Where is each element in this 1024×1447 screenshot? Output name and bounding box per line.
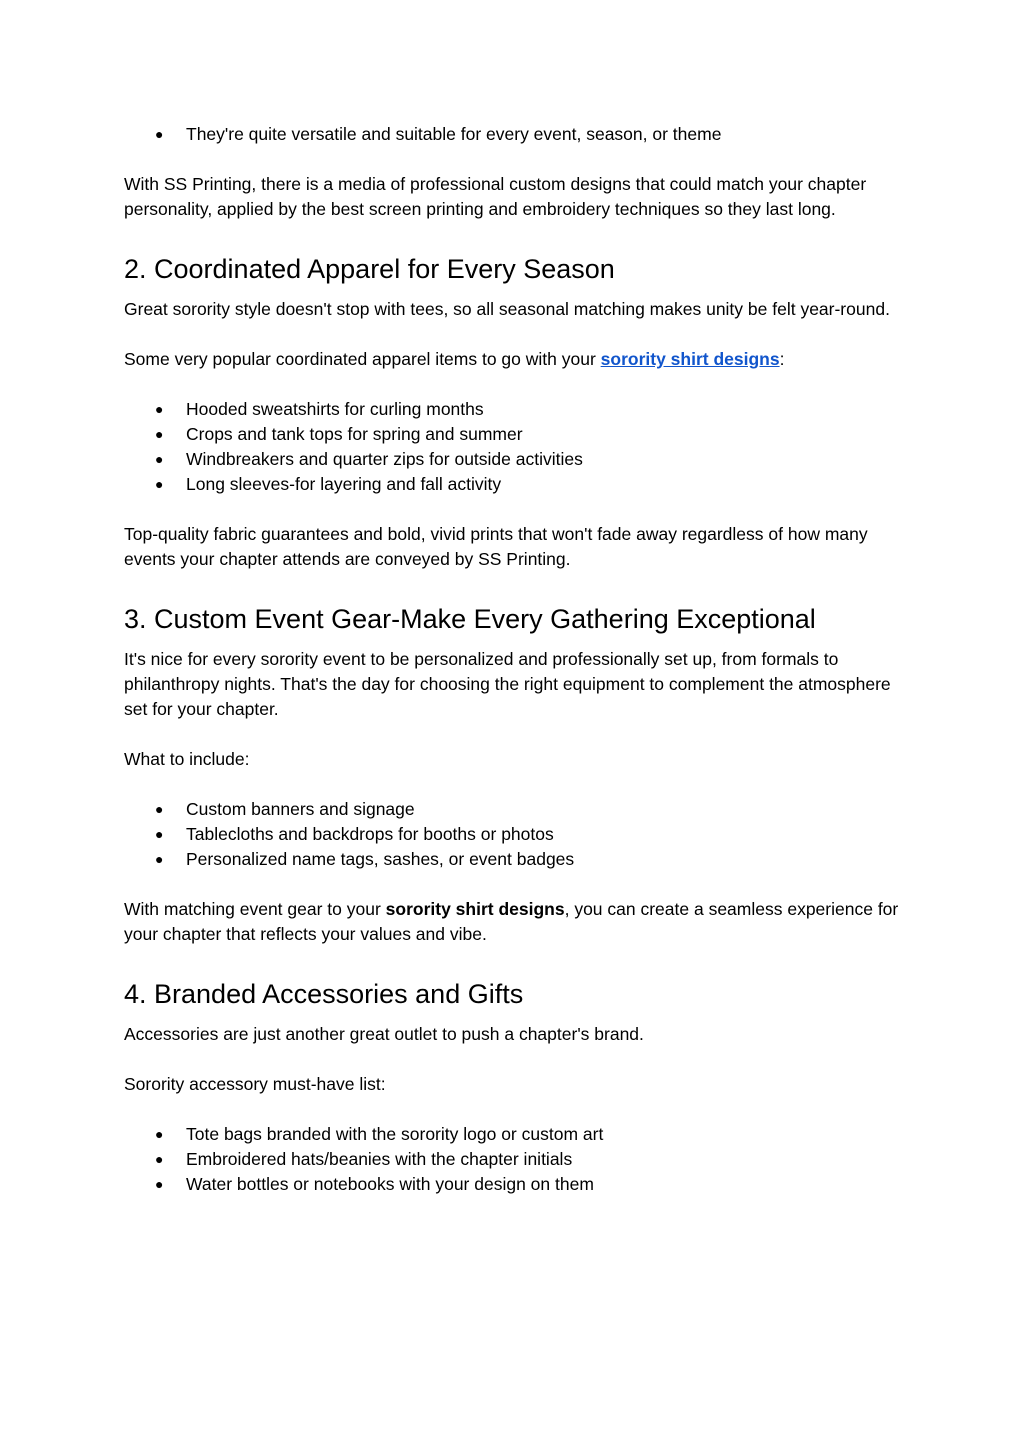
section-4-heading: 4. Branded Accessories and Gifts: [124, 979, 524, 1009]
section-2-bullet-list: [124, 397, 914, 497]
bullet-icon: ●: [155, 1176, 164, 1192]
intro-paragraph: With SS Printing, there is a media of professional custom designs that could match your chapter personality, applied by the best screen printing and embroidery techniques so they last long.: [124, 174, 867, 219]
list-item: ● Personalized name tags, sashes, or event badges: [124, 847, 914, 872]
list-item: ● Hooded sweatshirts for curling months: [124, 397, 914, 422]
list-item: ● Water bottles or notebooks with your design on them: [124, 1172, 914, 1197]
list-item: ● Custom banners and signage: [124, 797, 914, 822]
section-2-paragraph-3: Top-quality fabric guarantees and bold, vivid prints that won't fade away regardless of how many events your chapter attends are conveyed by SS Printing.: [124, 524, 868, 569]
section-3-heading: 3. Custom Event Gear-Make Every Gathering Exceptional: [124, 604, 816, 634]
list-item: ● Tote bags branded with the sorority logo or custom art: [124, 1122, 914, 1147]
bullet-icon: ●: [155, 126, 164, 142]
list-item: ● They're quite versatile and suitable for every event, season, or theme: [124, 122, 914, 147]
bullet-icon: ●: [155, 1151, 164, 1167]
section-3-bullet-list: [124, 797, 914, 872]
list-item: ● Embroidered hats/beanies with the chapter initials: [124, 1147, 914, 1172]
bullet-icon: ●: [155, 451, 164, 467]
bullet-icon: ●: [155, 476, 164, 492]
section-2-paragraph-1: Great sorority style doesn't stop with tees, so all seasonal matching makes unity be felt year-round.: [124, 299, 890, 319]
list-item: ● Tablecloths and backdrops for booths or photos: [124, 822, 914, 847]
section-4-paragraph-1: Accessories are just another great outlet to push a chapter's brand.: [124, 1024, 644, 1044]
list-item: ● Crops and tank tops for spring and summer: [124, 422, 914, 447]
section-4-paragraph-2: Sorority accessory must-have list:: [124, 1074, 386, 1094]
intro-bullet-list: [124, 122, 914, 147]
bullet-icon: ●: [155, 851, 164, 867]
section-3-paragraph-2: What to include:: [124, 749, 250, 769]
list-item: ● Long sleeves-for layering and fall activity: [124, 472, 914, 497]
sorority-shirt-designs-link[interactable]: sorority shirt designs: [600, 349, 780, 369]
section-2-paragraph-2: Some very popular coordinated apparel items to go with your sorority shirt designs:: [124, 349, 785, 369]
section-4-bullet-list: [124, 1122, 914, 1197]
sorority-shirt-designs-bold: sorority shirt designs: [385, 899, 565, 919]
bullet-icon: ●: [155, 801, 164, 817]
bullet-icon: ●: [155, 1126, 164, 1142]
list-item: ● Windbreakers and quarter zips for outside activities: [124, 447, 914, 472]
bullet-icon: ●: [155, 426, 164, 442]
section-2-heading: 2. Coordinated Apparel for Every Season: [124, 254, 615, 284]
bullet-icon: ●: [155, 826, 164, 842]
document-page: [124, 122, 914, 1222]
section-3-paragraph-3: With matching event gear to your sorority shirt designs, you can create a seamless experience for your chapter that reflects your values and vibe.: [124, 899, 899, 944]
bullet-icon: ●: [155, 401, 164, 417]
section-3-paragraph-1: It's nice for every sorority event to be personalized and professionally set up, from formals to philanthropy nights. That's the day for choosing the right equipment to complement the atmosphere set for your chapter.: [124, 649, 891, 719]
